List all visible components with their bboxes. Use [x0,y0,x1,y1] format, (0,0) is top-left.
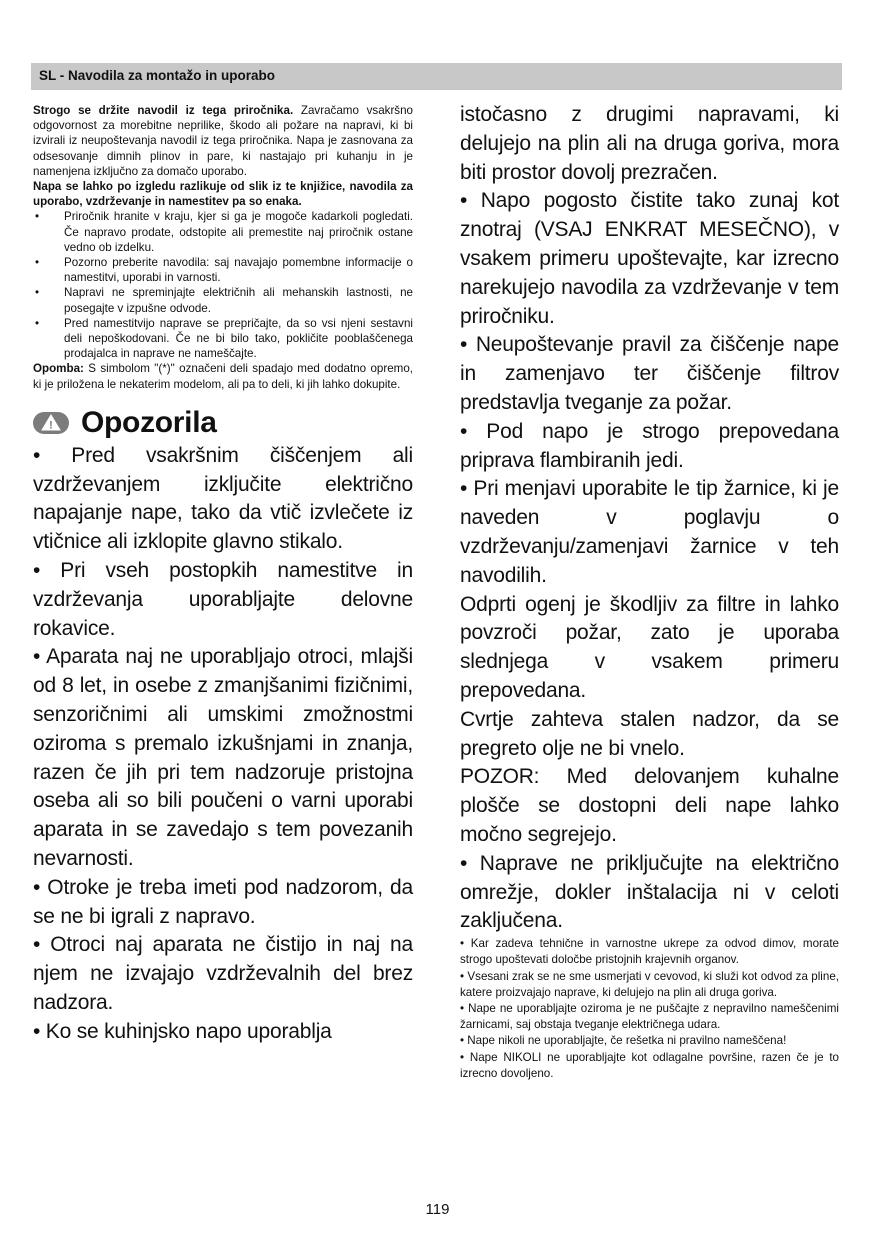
intro-paragraph [33,103,413,179]
appearance-note [33,179,413,209]
bullet-mark: • [35,210,40,224]
warning-paragraph: • Ko se kuhinjsko napo uporablja [33,1019,332,1043]
warning-paragraph: • Otroci naj aparata ne čistijo in naj na njem ne izvajajo vzdrževalnih del brez nadzora. [33,933,413,1014]
bullet-mark: • [35,286,40,300]
list-item-text: Napravi ne spreminjajte električnih ali mehanskih lastnosti, ne posegajte v izpušne odvode. [64,286,413,315]
small-warning-paragraph: • Nape nikoli ne uporabljajte, če rešetka ni pravilno nameščena! [460,1034,787,1048]
left-column [33,103,413,1047]
remark-paragraph [33,361,413,391]
warning-paragraph: • Pri vseh postopkih namestitve in vzdrževanja uporabljajte delovne rokavice. [33,559,413,640]
warning-paragraph: • Napo pogosto čistite tako zunaj kot znotraj (VSAJ ENKRAT MESEČNO), v vsakem primeru upoštevajte, kar izrecno narekujejo navodila za vzdrževanje v tem priročniku. [460,189,839,328]
section-header-bar [31,63,842,90]
warnings-title: Opozorila [81,405,217,439]
list-item [33,285,413,315]
section-header-title: SL - Navodila za montažo in uporabo [39,68,276,83]
warning-paragraph: • Neupoštevanje pravil za čiščenje nape in zamenjavo ter čiščenje filtrov predstavlja tveganje za požar. [460,333,839,414]
small-warning-paragraph: • Nape ne uporabljajte oziroma je ne puščajte z nepravilno nameščenimi žarnicami, saj obstaja tveganje električnega udara. [460,1001,839,1032]
right-column [460,101,839,1082]
list-item [33,209,413,255]
warning-paragraph: POZOR: Med delovanjem kuhalne plošče se dostopni deli nape lahko močno segrejejo. [460,765,839,846]
warning-paragraph: • Aparata naj ne uporabljajo otroci, mlajši od 8 let, in osebe z zmanjšanimi fizičnimi, senzoričnimi ali umskimi zmožnostmi oziroma s premalo izkušnjami in znanja, razen če jih pri tem nadzoruje pristojna oseba ali so bili poučeni o varni uporabi aparata in se zavedajo s tem povezanih nevarnosti. [33,645,413,871]
warning-paragraph: • Pod napo je strogo prepovedana priprava flambiranih jedi. [460,419,839,472]
bullet-mark: • [35,316,40,330]
page-number: 119 [425,1201,450,1218]
small-warning-paragraph: • Kar zadeva tehnične in varnostne ukrepe za odvod dimov, morate strogo upoštevati določbe pristojnih krajevnih organov. [460,937,839,967]
intro-bold: Strogo se držite navodil iz tega priročnika. [33,104,294,117]
manual-bullet-list [33,209,413,361]
warning-paragraph: • Pri menjavi uporabite le tip žarnice, ki je naveden v poglavju o vzdrževanju/zamenjavi žarnice v teh navodilih. [460,477,839,587]
appearance-note-text: Napa se lahko po izgledu razlikuje od slik iz te knjižice, navodila za uporabo, vzdrževanje in namestitev pa so enaka. [33,180,413,209]
list-item [33,255,413,285]
warning-paragraph: Odprti ogenj je škodljiv za filtre in lahko povzroči požar, zato je uporaba slednjega v vsakem primeru prepovedana. [460,592,839,702]
list-item-text: Pred namestitvijo naprave se prepričajte, da so vsi njeni sestavni deli nepoškodovani. Če ne bi bilo tako, pokličite pooblaščenega prodajalca in naprave ne nameščajte. [64,316,413,361]
intro-text: Zavračamo vsakršno odgovornost za morebitne neprilike, škodo ali požare na napravi, ki bi izvirali iz neupoštevanja navodil iz tega priročnika. Napa je zasnovana za odsesovanje dimnih plinov in pare, ki nastajajo pri kuhanju in je namenjena izključno za domačo uporabo. [33,104,413,178]
warnings-heading [33,406,413,440]
bullet-mark: • [35,256,40,270]
warning-paragraph: • Otroke je treba imeti pod nadzorom, da se ne bi igrali z napravo. [33,875,413,928]
warning-paragraph: Cvrtje zahteva stalen nadzor, da se pregreto olje ne bi vnelo. [460,707,839,760]
warning-paragraph: • Pred vsakršnim čiščenjem ali vzdrževanjem izključite električno napajanje nape, tako da vtič izvlečete iz vtičnice ali izklopite glavno stikalo. [33,443,413,554]
list-item-text: Pozorno preberite navodila: saj navajajo pomembne informacije o namestitvi, uporabi in varnosti. [64,256,413,285]
warning-paragraph: • Naprave ne priključujte na električno omrežje, dokler inštalacija ni v celoti zaključena. [460,851,839,933]
small-warning-paragraph: • Nape NIKOLI ne uporabljajte kot odlagalne površine, razen če je to izrecno dovoljeno. [460,1050,839,1080]
list-item-text: Priročnik hranite v kraju, kjer si ga je mogoče kadarkoli pogledati. Če napravo prodate, odstopite ali premestite naj priročnik ostane vedno ob izdelku. [64,210,413,254]
warning-paragraph: istočasno z drugimi napravami, ki delujejo na plin ali na druga goriva, mora biti prostor dovolj prezračen. [460,103,839,184]
list-item [33,316,413,362]
warning-icon-glyph: ! [49,419,53,432]
remark-text: S simbolom "(*)" označeni deli spadajo med dodatno opremo, ki je priložena le nekaterim modelom, ali pa to deli, ki jih lahko dokupite. [33,362,413,391]
small-warning-paragraph: • Vsesani zrak se ne sme usmerjati v cevovod, ki služi kot odvod za pline, katere proizvajajo naprave, ki delujejo na plin ali druga goriva. [460,969,839,999]
warning-triangle-icon [33,412,69,434]
remark-bold: Opomba: [33,362,84,376]
